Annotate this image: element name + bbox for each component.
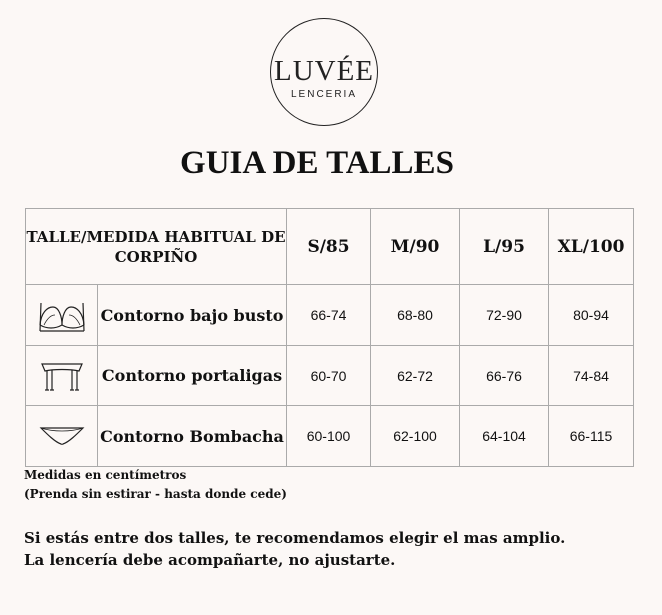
row-label: Contorno bajo busto xyxy=(98,285,287,346)
cell-value: 60-70 xyxy=(287,346,371,406)
row-label: Contorno Bombacha xyxy=(98,406,287,467)
page-title: GUIA DE TALLES xyxy=(180,145,454,181)
tip-line-1: Si estás entre dos talles, te recomendamos elegir el mas amplio. xyxy=(24,529,566,547)
cell-value: 62-72 xyxy=(371,346,460,406)
cell-value: 68-80 xyxy=(371,285,460,346)
cell-value: 66-74 xyxy=(287,285,371,346)
header-label: TALLE/MEDIDA HABITUAL DE CORPIÑO xyxy=(26,209,287,285)
sizing-tips xyxy=(24,527,565,571)
cell-value: 66-115 xyxy=(549,406,634,467)
garter-belt-icon xyxy=(26,346,98,406)
bra-icon xyxy=(26,285,98,346)
row-label: Contorno portaligas xyxy=(98,346,287,406)
cell-value: 62-100 xyxy=(371,406,460,467)
size-header-m: M/90 xyxy=(371,209,460,285)
measurement-notes xyxy=(24,466,287,504)
table-row xyxy=(26,346,634,406)
panty-icon xyxy=(26,406,98,467)
size-header-s: S/85 xyxy=(287,209,371,285)
tip-line-2: La lencería debe acompañarte, no ajustarte. xyxy=(24,551,396,569)
cell-value: 66-76 xyxy=(460,346,549,406)
cell-value: 72-90 xyxy=(460,285,549,346)
table-row xyxy=(26,406,634,467)
note-stretch: (Prenda sin estirar - hasta donde cede) xyxy=(24,487,287,501)
cell-value: 64-104 xyxy=(460,406,549,467)
cell-value: 74-84 xyxy=(549,346,634,406)
note-units: Medidas en centímetros xyxy=(24,468,187,482)
size-guide-table xyxy=(25,208,634,467)
size-header-l: L/95 xyxy=(460,209,549,285)
logo-name: LUVÉE xyxy=(273,55,375,87)
size-header-xl: XL/100 xyxy=(549,209,634,285)
cell-value: 80-94 xyxy=(549,285,634,346)
brand-logo xyxy=(270,18,378,126)
table-header-row xyxy=(26,209,634,285)
logo-subtitle: LENCERIA xyxy=(290,89,357,100)
table-row xyxy=(26,285,634,346)
cell-value: 60-100 xyxy=(287,406,371,467)
